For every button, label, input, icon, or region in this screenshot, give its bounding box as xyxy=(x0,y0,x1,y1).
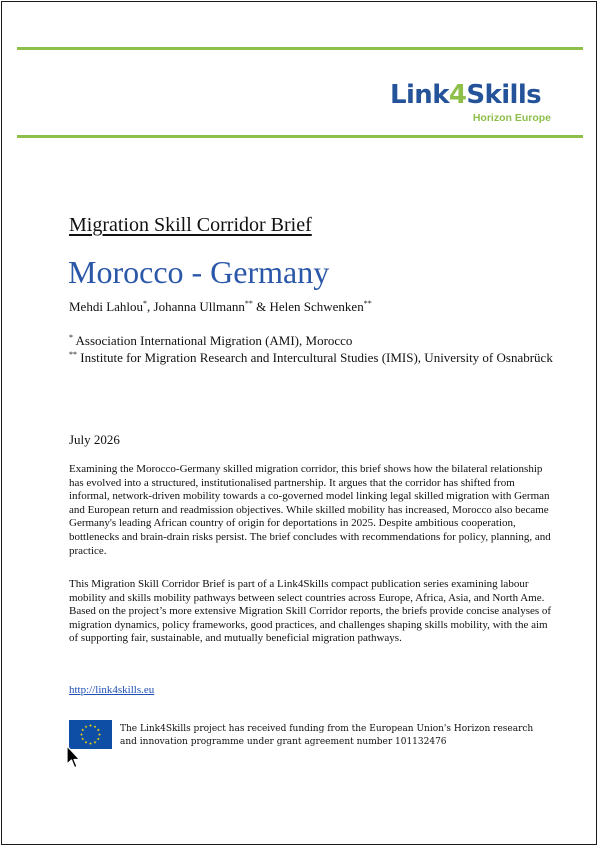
top-rule xyxy=(17,47,583,50)
bottom-rule xyxy=(17,135,583,138)
link4skills-logo xyxy=(390,82,565,132)
affiliation: ** Institute for Migration Research and Intercultural Studies (IMIS), University of Osnabrück xyxy=(69,349,553,365)
mouse-pointer-icon xyxy=(66,745,82,769)
logo-subtitle: Horizon Europe xyxy=(472,112,551,124)
page-title: Morocco - Germany xyxy=(68,254,330,290)
funding-statement: The Link4Skills project has received funding from the European Union's Horizon research and innovation programme under grant agreement number 101132476 xyxy=(120,724,534,747)
author-mark: * xyxy=(143,299,148,308)
author: Helen Schwenken xyxy=(269,299,364,314)
logo-wordmark: Link4Skills xyxy=(390,80,542,110)
author: Johanna Ullmann xyxy=(153,299,245,314)
series-note-paragraph: This Migration Skill Corridor Brief is part of a Link4Skills compact publication series examining labour mobility and skills mobility pathways between select countries across Europe, Africa, Asia, and North Ame. Based on the project’s more extensive Migration Skill Corridor reports, the briefs provide concise analyses of migration dynamics, policy frameworks, good practices, and challenges shaping skills mobility, with the aim of supporting fair, sustainable, and mutually beneficial migration pathways. xyxy=(69,578,552,645)
author-list: Mehdi Lahlou*, Johanna Ullmann** & Helen Schwenken** xyxy=(69,299,372,314)
author-mark: ** xyxy=(244,299,253,308)
project-link[interactable]: http://link4skills.eu xyxy=(69,684,155,696)
publication-date: July 2026 xyxy=(69,432,120,447)
author: Mehdi Lahlou xyxy=(69,299,144,314)
document-page xyxy=(1,1,597,845)
abstract-paragraph: Examining the Morocco-Germany skilled migration corridor, this brief shows how the bilateral relationship has evolved into a structured, institutionalised partnership. It argues that the corridor has shifted from informal, network-driven mobility towards a co-governed model linking legal skilled migration with German and European return and readmission objectives. While skilled mobility has increased, Morocco also became Germany's leading African country of origin for deportations in 2025. Despite ambitious cooperation, bottlenecks and brain-drain risks persist. The brief concludes with recommendations for policy, planning, and practice. xyxy=(69,463,551,557)
affiliation-list xyxy=(69,333,559,366)
author-mark: ** xyxy=(363,299,372,308)
brief-kicker: Migration Skill Corridor Brief xyxy=(69,214,312,236)
affiliation: * Association International Migration (AMI), Morocco xyxy=(69,333,353,348)
